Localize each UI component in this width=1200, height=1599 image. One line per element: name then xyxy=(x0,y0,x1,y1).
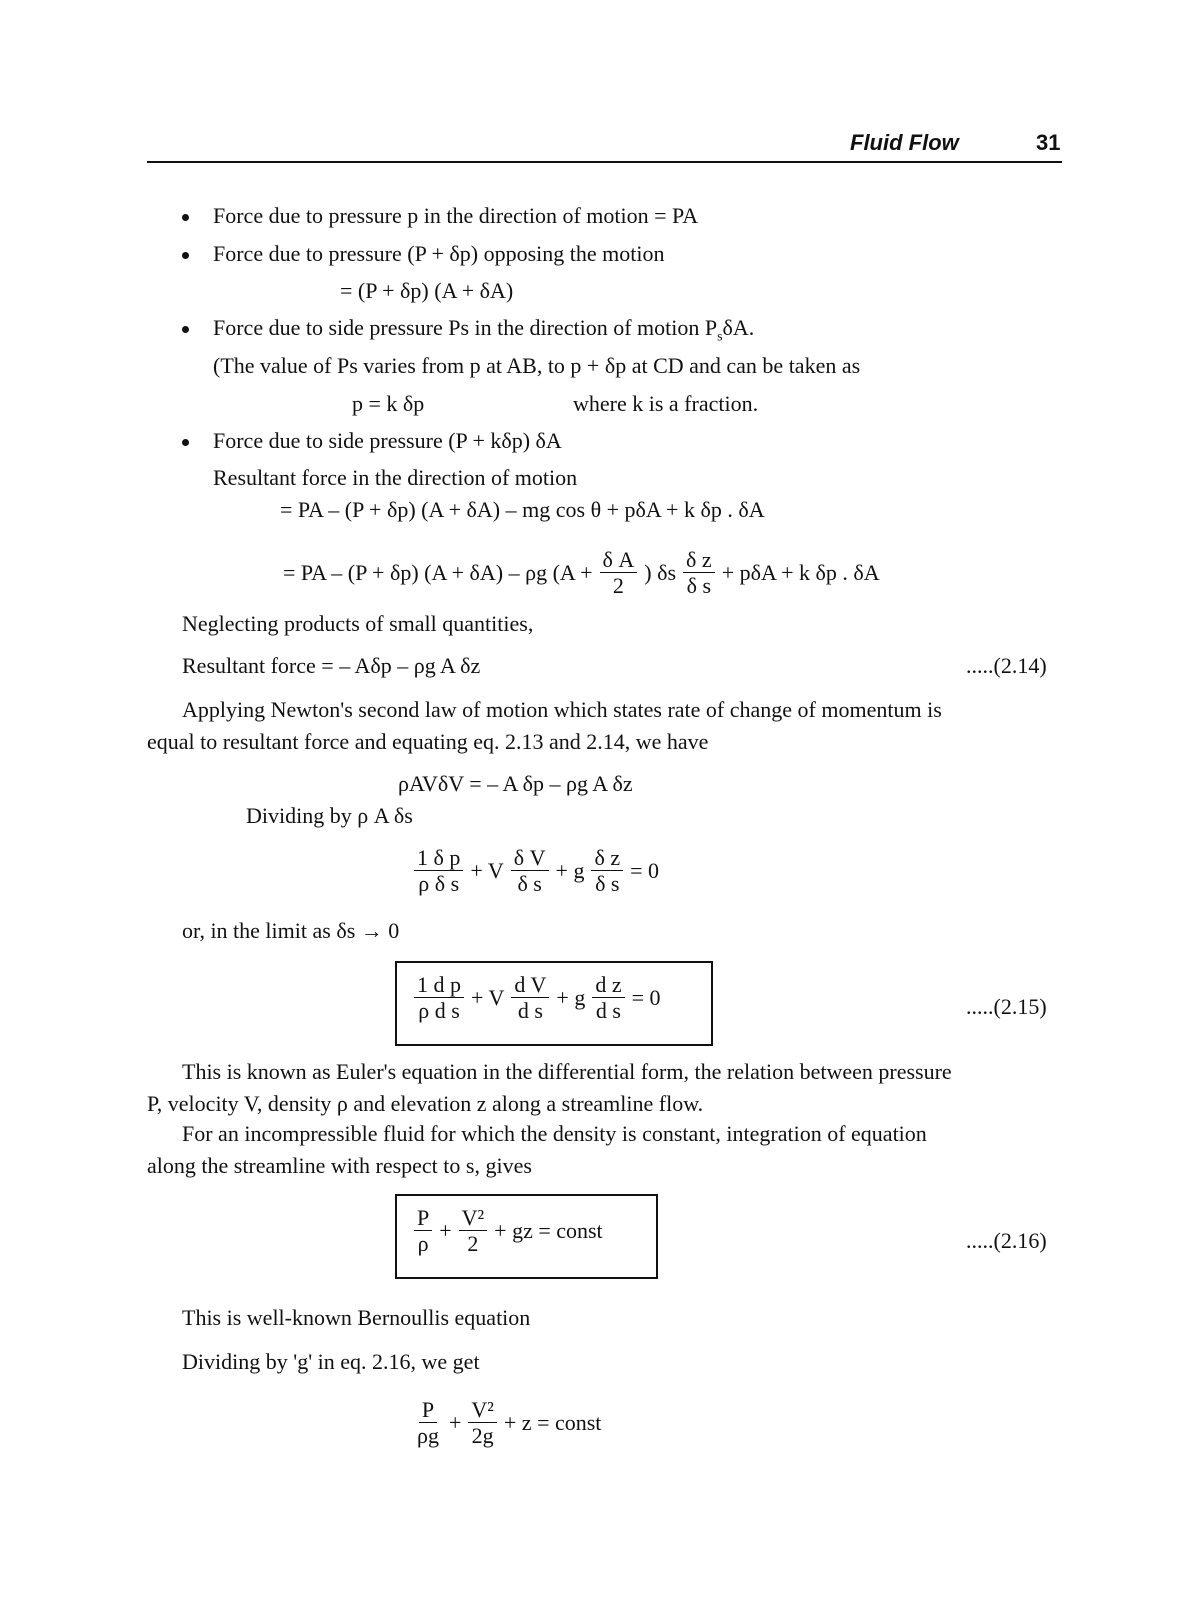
fraction-v2-over-2 xyxy=(459,1206,487,1255)
fraction-denominator: 2 xyxy=(467,1231,479,1257)
bullet-text-pressure-p: Force due to pressure p in the direction of motion = PA xyxy=(213,203,699,228)
plus-v: + V xyxy=(471,984,505,1010)
fraction-denominator: 2 xyxy=(612,573,624,599)
fraction-denominator: 2g xyxy=(471,1423,494,1449)
fraction-denominator: ρg xyxy=(417,1423,439,1449)
dividing-by-g-text: Dividing by 'g' in eq. 2.16, we get xyxy=(182,1349,480,1374)
fraction-numerator: δ z xyxy=(591,846,623,871)
newton-paragraph-line-2: equal to resultant force and equating eq. 2.13 and 2.14, we have xyxy=(147,729,709,754)
fraction-numerator: V² xyxy=(468,1398,496,1423)
fraction-numerator: δ V xyxy=(511,846,549,871)
fraction-dz-over-ds xyxy=(591,846,623,895)
bullet-text-pressure-opposing: Force due to pressure (P + δp) opposing the motion xyxy=(213,241,665,266)
side-pressure-note: (The value of Ps varies from p at AB, to p + δp at CD and can be taken as xyxy=(213,353,861,378)
fraction-numerator: 1 δ p xyxy=(414,846,463,871)
newton-paragraph-line-1: Applying Newton's second law of motion which states rate of change of momentum is xyxy=(182,697,942,722)
equation-opposing-force: = (P + δp) (A + δA) xyxy=(340,278,514,303)
fraction-denominator: ρ d s xyxy=(418,998,460,1024)
fraction-denominator: δ s xyxy=(595,871,620,897)
bullet-marker xyxy=(182,326,189,333)
plus-g: + g xyxy=(556,984,586,1010)
fraction-numerator: δ A xyxy=(600,548,638,573)
euler-equation xyxy=(410,973,664,1022)
eq2-tail: + pδA + k δp . δA xyxy=(721,559,880,585)
equation-number-2-14: .....(2.14) xyxy=(966,653,1047,678)
equals-zero: = 0 xyxy=(631,984,661,1010)
fraction-denominator: ρ δ s xyxy=(418,871,460,897)
fraction-denominator: δ s xyxy=(517,871,542,897)
resultant-force-equation: Resultant force = – Aδp – ρg A δz xyxy=(182,653,481,678)
plus-v: + V xyxy=(470,857,504,883)
fraction-numerator: d V xyxy=(511,973,549,998)
fraction-numerator: 1 d p xyxy=(414,973,464,998)
plus-sign: + xyxy=(448,1409,462,1435)
page-number: 31 xyxy=(1036,130,1061,155)
bullet-marker xyxy=(182,214,189,221)
bullet-marker xyxy=(182,252,189,259)
dividing-text: Dividing by ρ A δs xyxy=(246,803,413,828)
side-pressure-equation: p = k δp xyxy=(352,391,425,416)
head-equation xyxy=(410,1398,604,1447)
fraction-denominator: δ s xyxy=(686,573,712,599)
fraction-denominator: d s xyxy=(595,998,621,1024)
fraction-1-dp-over-rho-ds xyxy=(414,973,464,1022)
fraction-denominator: ρ xyxy=(417,1231,429,1257)
resultant-intro: Resultant force in the direction of motion xyxy=(213,465,578,490)
fraction-v2-over-2g xyxy=(468,1398,496,1447)
fraction-dA-over-2 xyxy=(600,548,638,597)
running-header-title: Fluid Flow xyxy=(850,130,959,155)
neglecting-text: Neglecting products of small quantities, xyxy=(182,611,534,636)
divided-equation xyxy=(410,846,662,895)
fraction-dv-over-ds xyxy=(511,973,549,1022)
momentum-equation: ρAVδV = – A δp – ρg A δz xyxy=(398,771,633,796)
side-pressure-text: Force due to side pressure Ps in the direction of motion P xyxy=(213,315,718,340)
bernoulli-statement: This is well-known Bernoullis equation xyxy=(182,1305,531,1330)
fraction-p-over-rho-g xyxy=(414,1398,442,1447)
eq2-lead: = PA – (P + δp) (A + δA) – ρg (A + xyxy=(283,559,593,585)
incompressible-line-1: For an incompressible fluid for which the density is constant, integration of equation xyxy=(182,1121,927,1146)
fraction-denominator: d s xyxy=(517,998,543,1024)
plus-g: + g xyxy=(555,857,585,883)
head-tail: + z = const xyxy=(503,1409,602,1435)
fraction-numerator: δ z xyxy=(683,548,715,573)
side-pressure-tail: δA. xyxy=(722,315,755,340)
fraction-1-dp-over-rho-ds xyxy=(414,846,463,895)
bullet-marker xyxy=(182,439,189,446)
incompressible-line-2: along the streamline with respect to s, gives xyxy=(147,1153,532,1178)
bernoulli-tail: + gz = const xyxy=(494,1217,603,1243)
limit-text: or, in the limit as δs → 0 xyxy=(182,918,400,943)
resultant-equation-2 xyxy=(280,548,883,597)
bernoulli-equation xyxy=(410,1206,606,1255)
side-pressure-where: where k is a fraction. xyxy=(573,391,759,416)
fraction-numerator: P xyxy=(419,1398,437,1423)
fraction-numerator: d z xyxy=(592,973,624,998)
plus-sign: + xyxy=(439,1217,452,1243)
side-pressure-subscript: s xyxy=(717,329,723,345)
fraction-dv-over-ds xyxy=(511,846,549,895)
fraction-dz-over-ds xyxy=(592,973,624,1022)
equals-zero: = 0 xyxy=(630,857,660,883)
resultant-equation-1: = PA – (P + δp) (A + δA) – mg cos θ + pδA + k δp . δA xyxy=(280,497,765,522)
euler-paragraph-line-2: P, velocity V, density ρ and elevation z along a streamline flow. xyxy=(147,1091,704,1116)
euler-paragraph-line-1: This is known as Euler's equation in the differential form, the relation between pressure xyxy=(182,1059,952,1084)
equation-number-2-16: .....(2.16) xyxy=(966,1228,1047,1253)
eq2-mid: ) δs xyxy=(644,559,677,585)
fraction-p-over-rho xyxy=(414,1206,432,1255)
bullet-text-side-pressure xyxy=(213,315,754,345)
fraction-dz-over-ds xyxy=(683,548,715,597)
equation-number-2-15: .....(2.15) xyxy=(966,994,1047,1019)
fraction-numerator: V² xyxy=(459,1206,487,1231)
fraction-numerator: P xyxy=(414,1206,432,1231)
bullet-text-side-pressure-k: Force due to side pressure (P + kδp) δA xyxy=(213,428,562,453)
header-rule xyxy=(147,161,1062,163)
